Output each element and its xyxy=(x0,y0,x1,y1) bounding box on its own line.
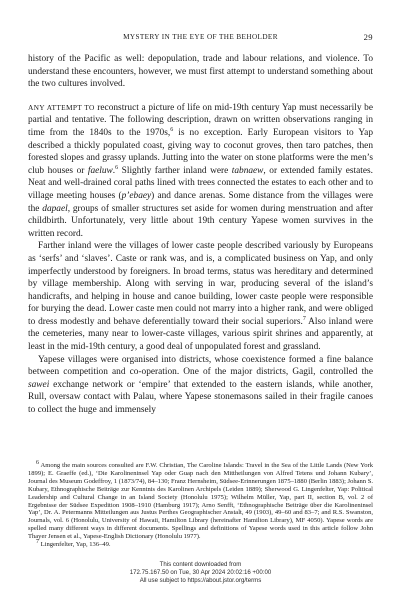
footnote-6: $^6$ Among the main sources consulted are F.W. Christian, The Caroline Islands: Travel in the Sea of the Little Lands (New York 1899); E. Graeffe (ed.), ‘Die Karolineninsel Yap oder Guap nach den Mittheilungen von Alfred Tetens und Johann Kubary’, Journal des Museum Godeffroy, 1 (1873/74), 84–130; Franz Hernsheim, Südsee-Erinnerungen 1875–1880 (Berlin 1883); Johann S. Kubary, Ethnographische Beiträge zur Kenntnis des Karolinen Archipels (Leiden 1889); Sherwood G. Lingenfelter, Yap: Political Leadership and Cultural Change in an Island Society (Honolulu 1975); Wilhelm Müller, Yap, part II, section B, vol. 2 of Ergebnisse der Südsee Expedition 1908–1910 (Hamburg 1917); Arno Senfft, ‘Ethnographische Beiträge über die Karolineninsel Yap’, Dr. A. Petermanns Mitteilungen aus Justus Perthes Geographischer Anstalt, 49 (1903), 49–60 and 83–7; and R.S. Swanston, Journals, vol. 6 (Honolulu, University of Hawaii, Hamilton Library (hereinafter Hamilton Library), MF 4050). Yapese words are spelled many different ways in different documents. Spellings and definitions of Yapese words used in this article follow John Thayer Jensen et al., Yapese-English Dictionary (Honolulu 1977). xyxy=(28,459,373,541)
journal-page xyxy=(28,0,373,600)
section-lead-in: ANY ATTEMPT TO xyxy=(28,102,95,112)
footnotes xyxy=(28,459,373,549)
paragraph-2: ANY ATTEMPT TO reconstruct a picture of life on mid-19th century Yap must necessarily be partial and tentative. The following description, drawn on written observations ranging in time from the 1840s to the 1970s,$^6$ is no exception. Early European visitors to Yap described a thickly populated coast, giving way to coconut groves, then taro patches, then forested slopes and grassy uplands. Jutting into the water on stone platforms were the men’s club houses or faeluw.$^6$ Slightly farther inland were tabnaew, or extended family estates. Neat and well-drained coral paths lined with trees connected the estates to each other and to village meeting houses (p’ebaey) and dance arenas. Some distance from the villages were the dapael, groups of smaller structures set aside for women during menstruation and after childbirth. Unfortunately, very little about 19th century Yapese women survives in the written record. xyxy=(28,102,373,239)
running-head xyxy=(28,33,373,45)
footer-line-2: 172.75.167.50 on Tue, 30 Apr 2024 20:02:16 +00:00 xyxy=(129,568,272,576)
footnote-7: $^7$ Lingenfelter, Yap, 136–49. xyxy=(36,538,111,549)
footnote-ref-6b[interactable]: 6 xyxy=(115,164,119,171)
paragraph-3: Farther inland were the villages of lower caste people described variously by Europeans as ‘serfs’ and ‘slaves’. Caste or rank was, and is, a complicated business on Yap, and only imperfectly understood by foreigners. In broad terms, status was hereditary and determined by village membership. Along with serving in war, producing several of the island’s handicrafts, and helping in house and canoe building, lower caste people were responsible for burying the dead. Lower caste men could not marry into a higher rank, and were obliged to dress modestly and behave deferentially toward their social superiors.$^7$ Also inland were the cemeteries, many near to lower-caste villages, various spirit shrines and apparently, at least in the mid-19th century, a good deal of unpopulated forest and grassland. xyxy=(28,241,373,353)
page-number: 29 xyxy=(363,32,373,42)
footnote-ref-6[interactable]: 6 xyxy=(170,126,174,133)
article-body xyxy=(28,53,373,417)
paragraph-1: history of the Pacific as well: depopulation, trade and labour relations, and violence. To understand these encounters, however, we must first attempt to understand something about the two cultures involved. xyxy=(28,54,373,90)
paragraph-4: Yapese villages were organised into districts, whose coexistence formed a fine balance between competition and co-operation. One of the major districts, Gagil, controlled the sawei exchange network or ‘empire’ that extended to the eastern islands, while another, Rull, oversaw contact with Palau, where Yapese stonemasons sailed in their fragile canoes to collect the huge and immensely xyxy=(28,354,373,416)
jstor-download-notice xyxy=(28,561,373,584)
footer-terms-link[interactable]: All use subject to https://about.jstor.org/terms xyxy=(139,576,262,584)
running-head-title: MYSTERY IN THE EYE OF THE BEHOLDER xyxy=(123,33,278,41)
footnote-ref-7[interactable]: 7 xyxy=(302,315,306,322)
footer-line-1: This content downloaded from xyxy=(159,561,242,568)
